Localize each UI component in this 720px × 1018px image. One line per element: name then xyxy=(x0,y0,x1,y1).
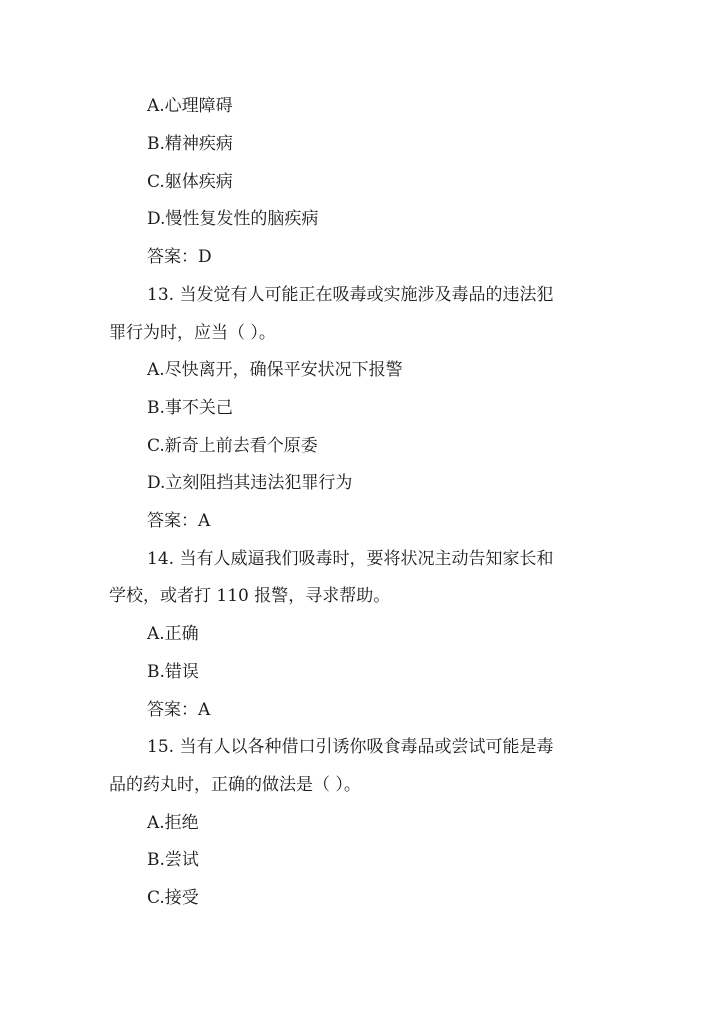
q14-answer: 答案：A xyxy=(147,700,211,720)
q15-stem-line2: 品的药丸时，正确的做法是（ ）。 xyxy=(109,775,361,795)
q15-option-c: C.接受 xyxy=(147,888,199,908)
q15-option-a: A.拒绝 xyxy=(147,813,199,833)
q13-option-b: B.事不关己 xyxy=(147,398,233,418)
q12-answer: 答案：D xyxy=(147,247,212,267)
q13-answer: 答案：A xyxy=(147,511,211,531)
q14-stem-line1: 14. 当有人威逼我们吸毒时，要将状况主动告知家长和 xyxy=(147,549,554,569)
q12-option-a: A.心理障碍 xyxy=(147,96,233,116)
q14-option-a: A.正确 xyxy=(147,624,199,644)
q14-stem-line2: 学校，或者打 110 报警，寻求帮助。 xyxy=(109,586,391,606)
q13-option-a: A.尽快离开，确保平安状况下报警 xyxy=(147,360,403,380)
q12-option-c: C.躯体疾病 xyxy=(147,172,233,192)
q13-stem-line2: 罪行为时，应当（ ）。 xyxy=(109,323,276,343)
q12-option-b: B.精神疾病 xyxy=(147,134,233,154)
q13-option-c: C.新奇上前去看个原委 xyxy=(147,436,318,456)
q13-option-d: D.立刻阻挡其违法犯罪行为 xyxy=(147,473,353,493)
q15-option-b: B.尝试 xyxy=(147,850,199,870)
q13-stem-line1: 13. 当发觉有人可能正在吸毒或实施涉及毒品的违法犯 xyxy=(147,285,554,305)
q14-option-b: B.错误 xyxy=(147,662,199,682)
q12-option-d: D.慢性复发性的脑疾病 xyxy=(147,209,319,229)
q15-stem-line1: 15. 当有人以各种借口引诱你吸食毒品或尝试可能是毒 xyxy=(147,737,554,757)
